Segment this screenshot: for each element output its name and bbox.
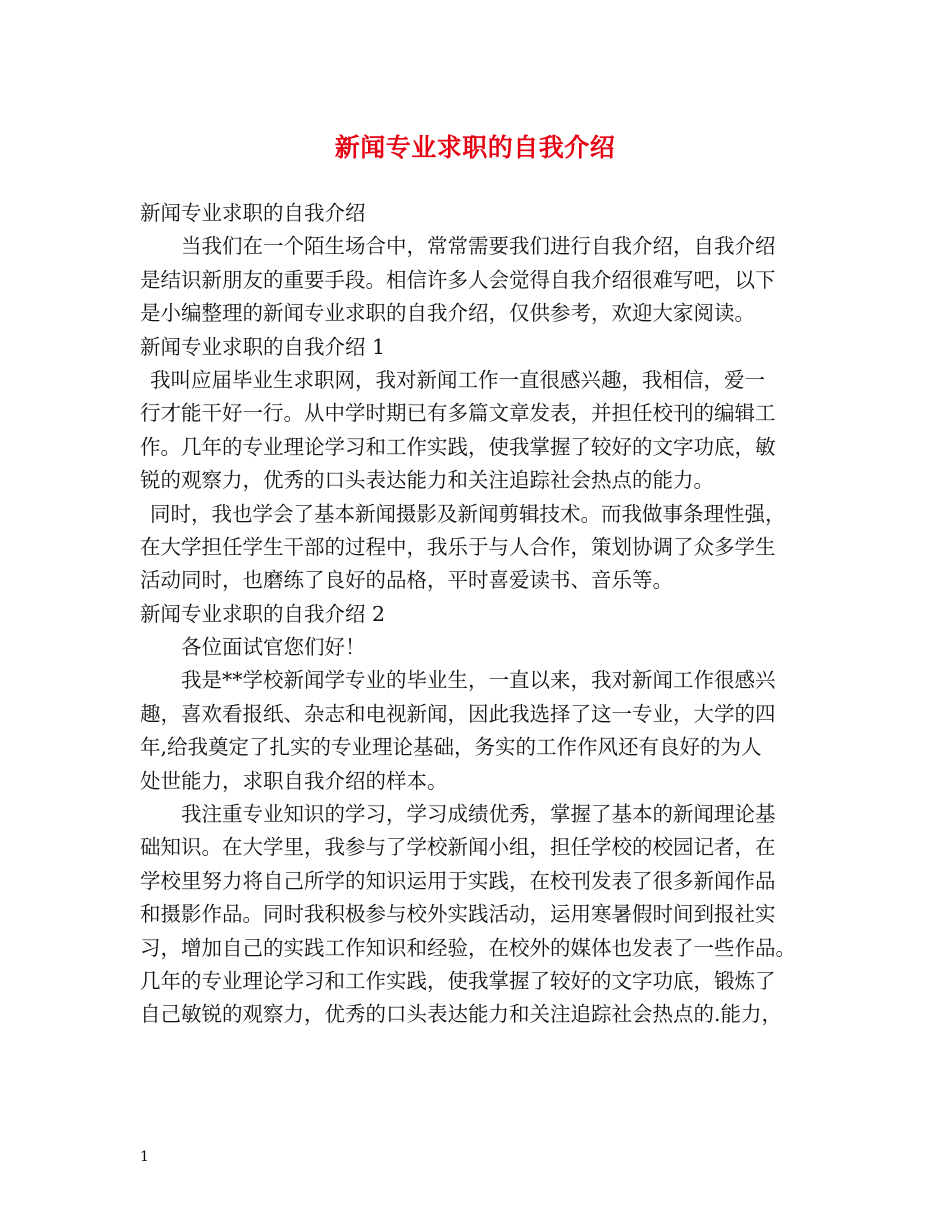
text-line: 习，增加自己的实践工作知识和经验，在校外的媒体也发表了一些作品。 <box>140 935 796 960</box>
text-line: 作。几年的专业理论学习和工作实践，使我掌握了较好的文字功底，敏 <box>140 434 776 459</box>
text-line: 新闻专业求职的自我介绍 <box>140 201 366 225</box>
text-line: 是小编整理的新闻专业求职的自我介绍，仅供参考，欢迎大家阅读。 <box>140 301 755 326</box>
text-line: 活动同时，也磨练了良好的品格，平时喜爱读书、音乐等。 <box>140 568 673 593</box>
text-line: 几年的专业理论学习和工作实践，使我掌握了较好的文字功底，锻炼了 <box>140 968 776 993</box>
document-title: 新闻专业求职的自我介绍 <box>334 133 616 162</box>
text-line: 学校里努力将自己所学的知识运用于实践，在校刊发表了很多新闻作品 <box>140 868 776 893</box>
text-line: 趣，喜欢看报纸、杂志和电视新闻，因此我选择了这一专业，大学的四 <box>140 701 776 726</box>
text-line: 自己敏锐的观察力，优秀的口头表达能力和关注追踪社会热点的.能力， <box>140 1002 783 1027</box>
text-line: 行才能干好一行。从中学时期已有多篇文章发表，并担任校刊的编辑工 <box>140 401 776 426</box>
text-line: 我叫应届毕业生求职网，我对新闻工作一直很感兴趣，我相信，爱一 <box>150 367 765 392</box>
text-line: 和摄影作品。同时我积极参与校外实践活动，运用寒暑假时间到报社实 <box>140 902 776 927</box>
text-line: 新闻专业求职的自我介绍 2 <box>140 601 386 626</box>
text-line: 各位面试官您们好！ <box>181 635 366 660</box>
text-line: 是结识新朋友的重要手段。相信许多人会觉得自我介绍很难写吧，以下 <box>140 267 776 292</box>
text-line: 新闻专业求职的自我介绍 1 <box>140 334 386 359</box>
text-line: 当我们在一个陌生场合中，常常需要我们进行自我介绍，自我介绍 <box>181 234 776 259</box>
text-line: 我是**学校新闻学专业的毕业生，一直以来，我对新闻工作很感兴 <box>181 668 776 693</box>
text-line: 在大学担任学生干部的过程中，我乐于与人合作，策划协调了众多学生 <box>140 534 776 559</box>
text-line: 同时，我也学会了基本新闻摄影及新闻剪辑技术。而我做事条理性强， <box>150 501 786 526</box>
text-line: 础知识。在大学里，我参与了学校新闻小组，担任学校的校园记者，在 <box>140 835 776 860</box>
text-line: 我注重专业知识的学习，学习成绩优秀，掌握了基本的新闻理论基 <box>181 802 776 827</box>
document-body <box>140 197 820 1032</box>
text-line: 锐的观察力，优秀的口头表达能力和关注追踪社会热点的能力。 <box>140 468 714 493</box>
text-line: 年,给我奠定了扎实的专业理论基础，务实的工作作风还有良好的为人 <box>140 735 762 760</box>
page-number: 1 <box>140 1149 149 1165</box>
text-line: 处世能力，求职自我介绍的样本。 <box>140 768 448 793</box>
